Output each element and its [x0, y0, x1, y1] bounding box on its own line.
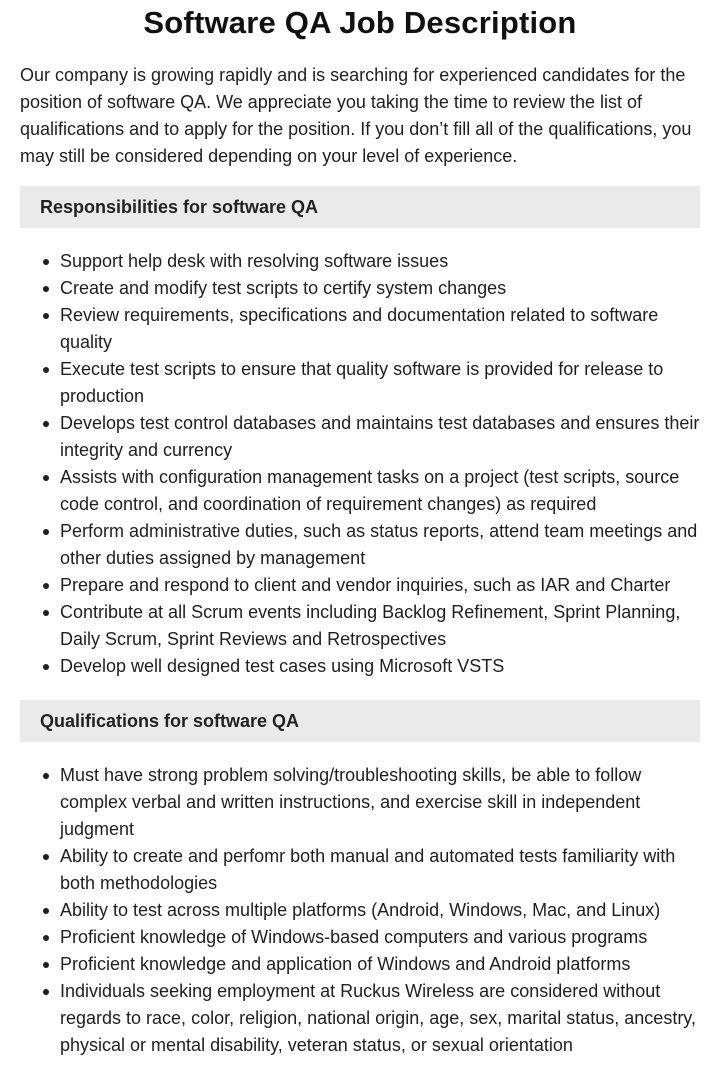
qualifications-list: [20, 762, 700, 1059]
list-item-text: Review requirements, specifications and documentation related to software quality: [60, 305, 659, 352]
bullet-icon: [43, 475, 49, 481]
bullet-icon: [43, 935, 49, 941]
bullet-icon: [43, 367, 49, 373]
bullet-icon: [43, 583, 49, 589]
responsibilities-heading: Responsibilities for software QA: [20, 186, 700, 228]
bullet-icon: [43, 962, 49, 968]
list-item: [60, 762, 700, 843]
responsibilities-list: [20, 248, 700, 680]
list-item: [60, 572, 700, 599]
bullet-icon: [43, 664, 49, 670]
list-item: [60, 275, 700, 302]
bullet-icon: [43, 259, 49, 265]
list-item-text: Proficient knowledge of Windows-based computers and various programs: [60, 927, 648, 947]
list-item: [60, 410, 700, 464]
list-item-text: Prepare and respond to client and vendor inquiries, such as IAR and Charter: [60, 575, 671, 595]
bullet-icon: [43, 854, 49, 860]
list-item: [60, 924, 700, 951]
bullet-icon: [43, 989, 49, 995]
list-item: [60, 464, 700, 518]
list-item: [60, 356, 700, 410]
list-item: [60, 248, 700, 275]
bullet-icon: [43, 773, 49, 779]
list-item: [60, 302, 700, 356]
list-item: [60, 843, 700, 897]
list-item-text: Proficient knowledge and application of Windows and Android platforms: [60, 954, 631, 974]
list-item-text: Individuals seeking employment at Ruckus Wireless are considered without regards to race, color, religion, national origin, age, sex, marital status, ancestry, physical or mental disability, veteran status, or sexual orientation: [60, 981, 696, 1055]
list-item-text: Ability to test across multiple platforms (Android, Windows, Mac, and Linux): [60, 900, 661, 920]
intro-paragraph: Our company is growing rapidly and is searching for experienced candidates for the position of software QA. We appreciate you taking the time to review the list of qualifications and to apply for the position. If you don’t fill all of the qualifications, you may still be considered depending on your level of experience.: [20, 65, 692, 166]
list-item-text: Perform administrative duties, such as status reports, attend team meetings and other duties assigned by management: [60, 521, 698, 568]
list-item: [60, 897, 700, 924]
list-item: [60, 599, 700, 653]
bullet-icon: [43, 313, 49, 319]
bullet-icon: [43, 421, 49, 427]
list-item: [60, 978, 700, 1059]
list-item: [60, 653, 700, 680]
bullet-icon: [43, 908, 49, 914]
list-item-text: Ability to create and perfomr both manual and automated tests familiarity with both methodologies: [60, 846, 676, 893]
bullet-icon: [43, 286, 49, 292]
list-item-text: Assists with configuration management tasks on a project (test scripts, source code control, and coordination of requirement changes) as required: [60, 467, 680, 514]
page-title: Software QA Job Description: [143, 5, 577, 40]
bullet-icon: [43, 610, 49, 616]
list-item-text: Contribute at all Scrum events including Backlog Refinement, Sprint Planning, Daily Scrum, Sprint Reviews and Retrospectives: [60, 602, 681, 649]
list-item: [60, 951, 700, 978]
qualifications-heading: Qualifications for software QA: [20, 700, 700, 742]
list-item-text: Must have strong problem solving/troubleshooting skills, be able to follow complex verbal and written instructions, and exercise skill in independent judgment: [60, 765, 642, 839]
list-item: [60, 518, 700, 572]
bullet-icon: [43, 529, 49, 535]
list-item-text: Develop well designed test cases using Microsoft VSTS: [60, 656, 505, 676]
list-item-text: Create and modify test scripts to certify system changes: [60, 278, 507, 298]
list-item-text: Support help desk with resolving software issues: [60, 251, 449, 271]
list-item-text: Execute test scripts to ensure that quality software is provided for release to production: [60, 359, 664, 406]
list-item-text: Develops test control databases and maintains test databases and ensures their integrity and currency: [60, 413, 700, 460]
